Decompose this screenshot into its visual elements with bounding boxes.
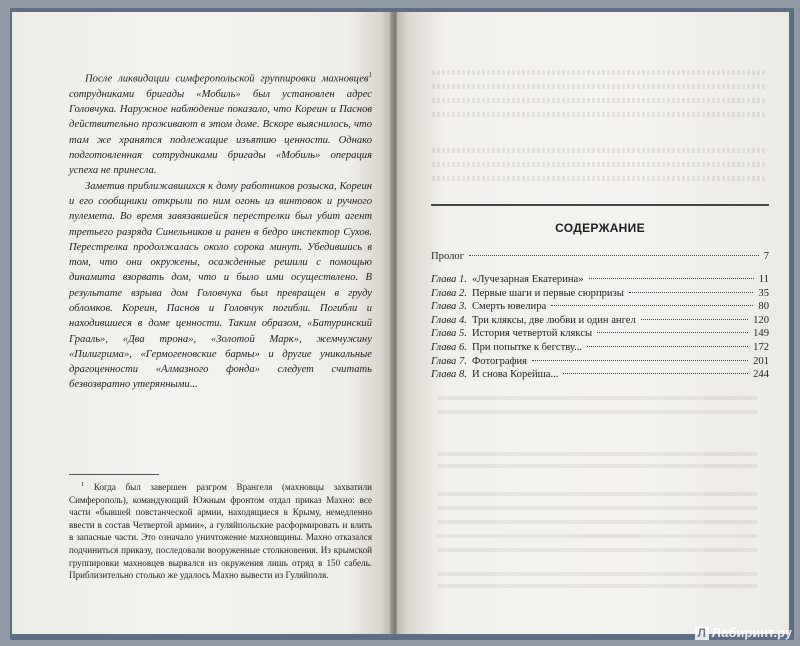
toc-entry-label: Глава 8. xyxy=(431,369,467,381)
footnote xyxy=(69,479,372,582)
show-through-text xyxy=(432,84,767,89)
toc-dot-leader xyxy=(563,373,748,374)
toc-entry-chapter-3 xyxy=(431,301,769,312)
toc-entry-label: Глава 6. xyxy=(431,342,467,353)
toc-entry-prologue xyxy=(431,251,769,262)
toc-dot-leader xyxy=(641,319,748,320)
show-through-text xyxy=(432,112,767,117)
show-through-text xyxy=(437,548,757,552)
toc-entry-page: 201 xyxy=(753,355,769,367)
toc-entry-page: 35 xyxy=(758,287,769,299)
show-through-text xyxy=(432,148,767,153)
toc-dot-leader xyxy=(551,305,753,306)
labirint-logo-icon: Л xyxy=(695,626,709,640)
toc-dot-leader xyxy=(629,292,754,293)
toc-entry-title: Три кляксы, две любви и один ангел xyxy=(471,314,636,326)
toc-entry-title: Фотография xyxy=(471,355,528,367)
toc-entry-label: Глава 4. xyxy=(431,314,467,326)
toc-dot-leader xyxy=(589,278,754,279)
toc-entry-title: Смерть ювелира xyxy=(471,301,547,313)
toc-entry-page: 149 xyxy=(753,328,769,340)
toc-entry-title: «Лучезарная Екатерина» xyxy=(471,274,584,285)
toc-entry-label: Глава 2. xyxy=(431,287,467,299)
show-through-text xyxy=(437,520,757,524)
show-through-text xyxy=(432,98,767,103)
left-page xyxy=(12,12,392,634)
footnote-divider xyxy=(69,474,159,475)
toc-entry-page: 7 xyxy=(763,251,769,262)
toc-entry-label: Глава 7. xyxy=(431,355,467,367)
toc-entry-title: Первые шаги и первые сюрпризы xyxy=(471,287,624,299)
toc-entry-chapter-1 xyxy=(431,274,769,285)
show-through-text xyxy=(437,396,757,400)
site-watermark xyxy=(695,625,792,640)
show-through-text xyxy=(437,492,757,496)
show-through-text xyxy=(437,506,757,510)
watermark-text: Лабиринт.ру xyxy=(711,625,792,640)
toc-entry-page: 80 xyxy=(758,301,769,313)
show-through-text xyxy=(437,452,757,456)
toc-entry-label: Глава 1. xyxy=(431,274,467,285)
toc-entry-title: Пролог xyxy=(431,251,465,262)
toc-entry-page: 11 xyxy=(758,274,769,285)
toc-entry-page: 244 xyxy=(753,369,769,381)
footnote-text: $^1$ Когда был завершен разгром Врангеля (махновцы захватили Симферополь), командующий Южным фронтом отдал приказ Махно: все части «бывшей повстанческой армии, находящиеся в Крыму, немедленно ввести в состав Четвертой армии», а гуляйпольские расформировать и влить в запасные части. Это означало уничтожение махновщины. Махно отказался подчиниться приказу, последовали вооруженные столкновения. Из крымской группировки махновцев вырвался из окружения лишь отряд в 150 сабель. Приблизительно столько же удалось Махно вывести из Гуляйполя. xyxy=(69,481,372,581)
toc-dot-leader xyxy=(532,360,748,361)
toc-entry-label: Глава 3. xyxy=(431,301,467,313)
toc-entry-chapter-6 xyxy=(431,342,769,353)
toc-dot-leader xyxy=(469,255,759,256)
toc-entry-chapter-2 xyxy=(431,288,769,299)
toc-entry-title: При попытке к бегству... xyxy=(471,342,583,353)
show-through-text xyxy=(437,584,757,588)
toc-entry-title: И снова Корейша... xyxy=(471,369,559,381)
toc-top-rule xyxy=(431,204,769,206)
show-through-text xyxy=(437,464,757,468)
toc-entry-label: Глава 5. xyxy=(431,328,467,340)
toc-entry-chapter-5 xyxy=(431,328,769,339)
toc-dot-leader xyxy=(597,332,748,333)
toc-entry-chapter-8 xyxy=(431,369,769,380)
toc-entry-page: 172 xyxy=(753,342,769,353)
left-body-text xyxy=(69,68,372,393)
show-through-text xyxy=(437,410,757,414)
toc-entry-chapter-7 xyxy=(431,356,769,367)
toc-heading: СОДЕРЖАНИЕ xyxy=(555,221,645,235)
show-through-text xyxy=(437,534,757,538)
paragraph-1: После ликвидации симферопольской группировки махновцев$^1$ сотрудниками бригады «Мобиль» был установлен адрес Головчука. Наружное наблюдение показало, что Кореин и Паснов действительно проживают в этом доме. Вскоре выяснилось, что там же хранятся подлежащие изъятию ценности. Однако подготовленная сотрудниками бригады «Мобиль» операция успеха не принесла. xyxy=(69,71,372,177)
toc-entry-page: 120 xyxy=(753,314,769,326)
toc-entry-chapter-4 xyxy=(431,315,769,326)
show-through-text xyxy=(432,70,767,75)
toc-entry-title: История четвертой кляксы xyxy=(471,328,593,340)
right-page xyxy=(397,12,789,634)
show-through-text xyxy=(437,572,757,576)
show-through-text xyxy=(432,176,767,181)
paragraph-2: Заметив приближавшихся к дому работников розыска, Кореин и его сообщники открыли по ним огонь из винтовок и ручного пулемета. Во время завязавшейся перестрелки был убит агент третьего разряда Синельников и ранен в бедро инспектор Сухов. Перестрелка продолжалась около сорока минут. Убедившись в том, что они окружены, осажденные решили с помощью динамита взорвать дом, что и было ими осуществлено. В результате взрыва дом Головчука был превращен в груду обломков. Кореин, Паснов и Головчук погибли. Погибли и находившиеся в доме ценности. Таким образом, «Батуринский Грааль», «Два трона», «Золотой Марк», жемчужину «Пилигрима», «Гермогеновские бармы» и другие уникальные драгоценности «Алмазного фонда» следует считать безвозвратно утерянными... xyxy=(69,180,372,391)
show-through-text xyxy=(432,162,767,167)
toc-dot-leader xyxy=(587,346,748,347)
